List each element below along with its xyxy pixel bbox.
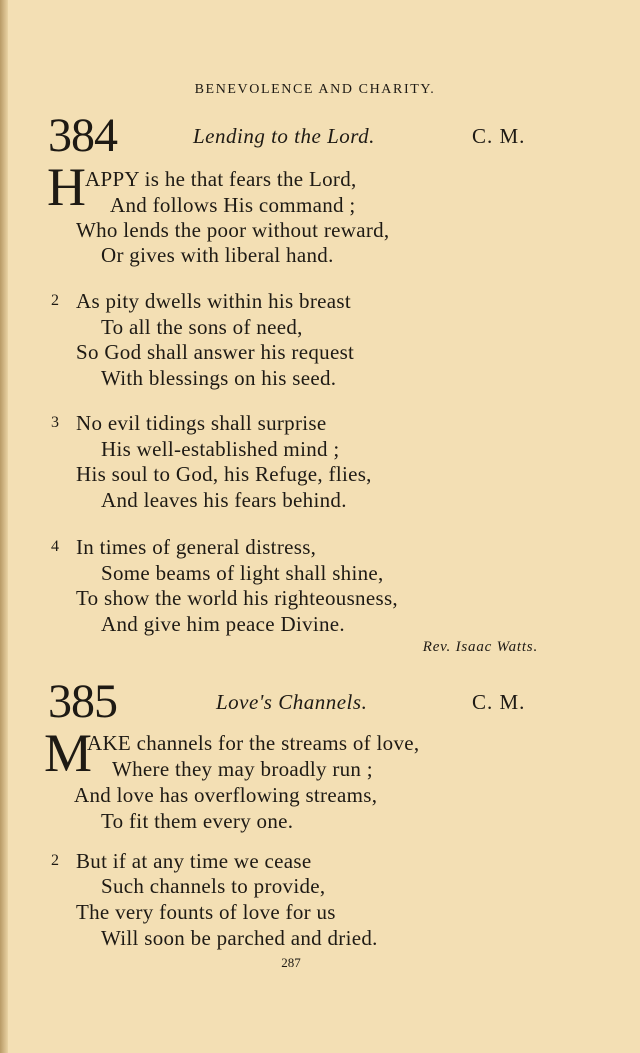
verse-line: APPY is he that fears the Lord, xyxy=(85,167,357,191)
verse-line: But if at any time we cease xyxy=(76,849,312,873)
drop-cap: H xyxy=(47,157,86,217)
verse-line: Who lends the poor without reward, xyxy=(76,218,390,242)
hymn-385 xyxy=(0,675,640,738)
hymn-number: 385 xyxy=(48,675,117,728)
stanza-number: 2 xyxy=(51,852,59,869)
section-title: BENEVOLENCE AND CHARITY. xyxy=(194,82,436,97)
verse-line: And love has overflowing streams, xyxy=(74,783,378,807)
verse-line: And follows His command ; xyxy=(110,193,356,217)
verse-line: To all the sons of need, xyxy=(101,315,303,339)
verse-line: His soul to God, his Refuge, flies, xyxy=(76,462,372,486)
stanza-number: 3 xyxy=(51,414,59,431)
hymn-heading xyxy=(0,675,640,738)
hymn-meter: C. M. xyxy=(472,124,526,148)
drop-cap: M xyxy=(44,723,93,783)
hymn-title: Love's Channels. xyxy=(216,690,368,714)
verse-line: To show the world his righteousness, xyxy=(76,586,398,610)
page-number: 287 xyxy=(281,955,301,970)
verse-line: And give him peace Divine. xyxy=(101,612,345,636)
verse-line: His well-established mind ; xyxy=(101,437,340,461)
hymn-title: Lending to the Lord. xyxy=(193,124,375,148)
stanza-number: 4 xyxy=(51,538,59,555)
verse-line: Or gives with liberal hand. xyxy=(101,243,334,267)
verse-line: In times of general distress, xyxy=(76,535,317,559)
verse-line: No evil tidings shall surprise xyxy=(76,411,327,435)
verse-line: So God shall answer his request xyxy=(76,340,355,364)
verse-line: With blessings on his seed. xyxy=(101,366,337,390)
verse-line: And leaves his fears behind. xyxy=(101,488,347,512)
hymn-author: Rev. Isaac Watts. xyxy=(422,639,538,655)
stanza-number: 2 xyxy=(51,292,59,309)
verse-line: To fit them every one. xyxy=(101,809,294,833)
hymn-number: 384 xyxy=(48,109,117,162)
verse-line: As pity dwells within his breast xyxy=(76,289,352,313)
verse-line: Such channels to provide, xyxy=(101,874,326,898)
section-header xyxy=(0,82,600,98)
hymn-384 xyxy=(0,109,640,172)
hymn-meter: C. M. xyxy=(472,690,526,714)
verse-line: AKE channels for the streams of love, xyxy=(87,731,420,755)
verse-line: The very founts of love for us xyxy=(76,900,336,924)
hymn-heading xyxy=(0,109,640,172)
verse-line: Where they may broadly run ; xyxy=(112,757,373,781)
verse-line: Some beams of light shall shine, xyxy=(101,561,384,585)
verse-line: Will soon be parched and dried. xyxy=(101,926,378,950)
